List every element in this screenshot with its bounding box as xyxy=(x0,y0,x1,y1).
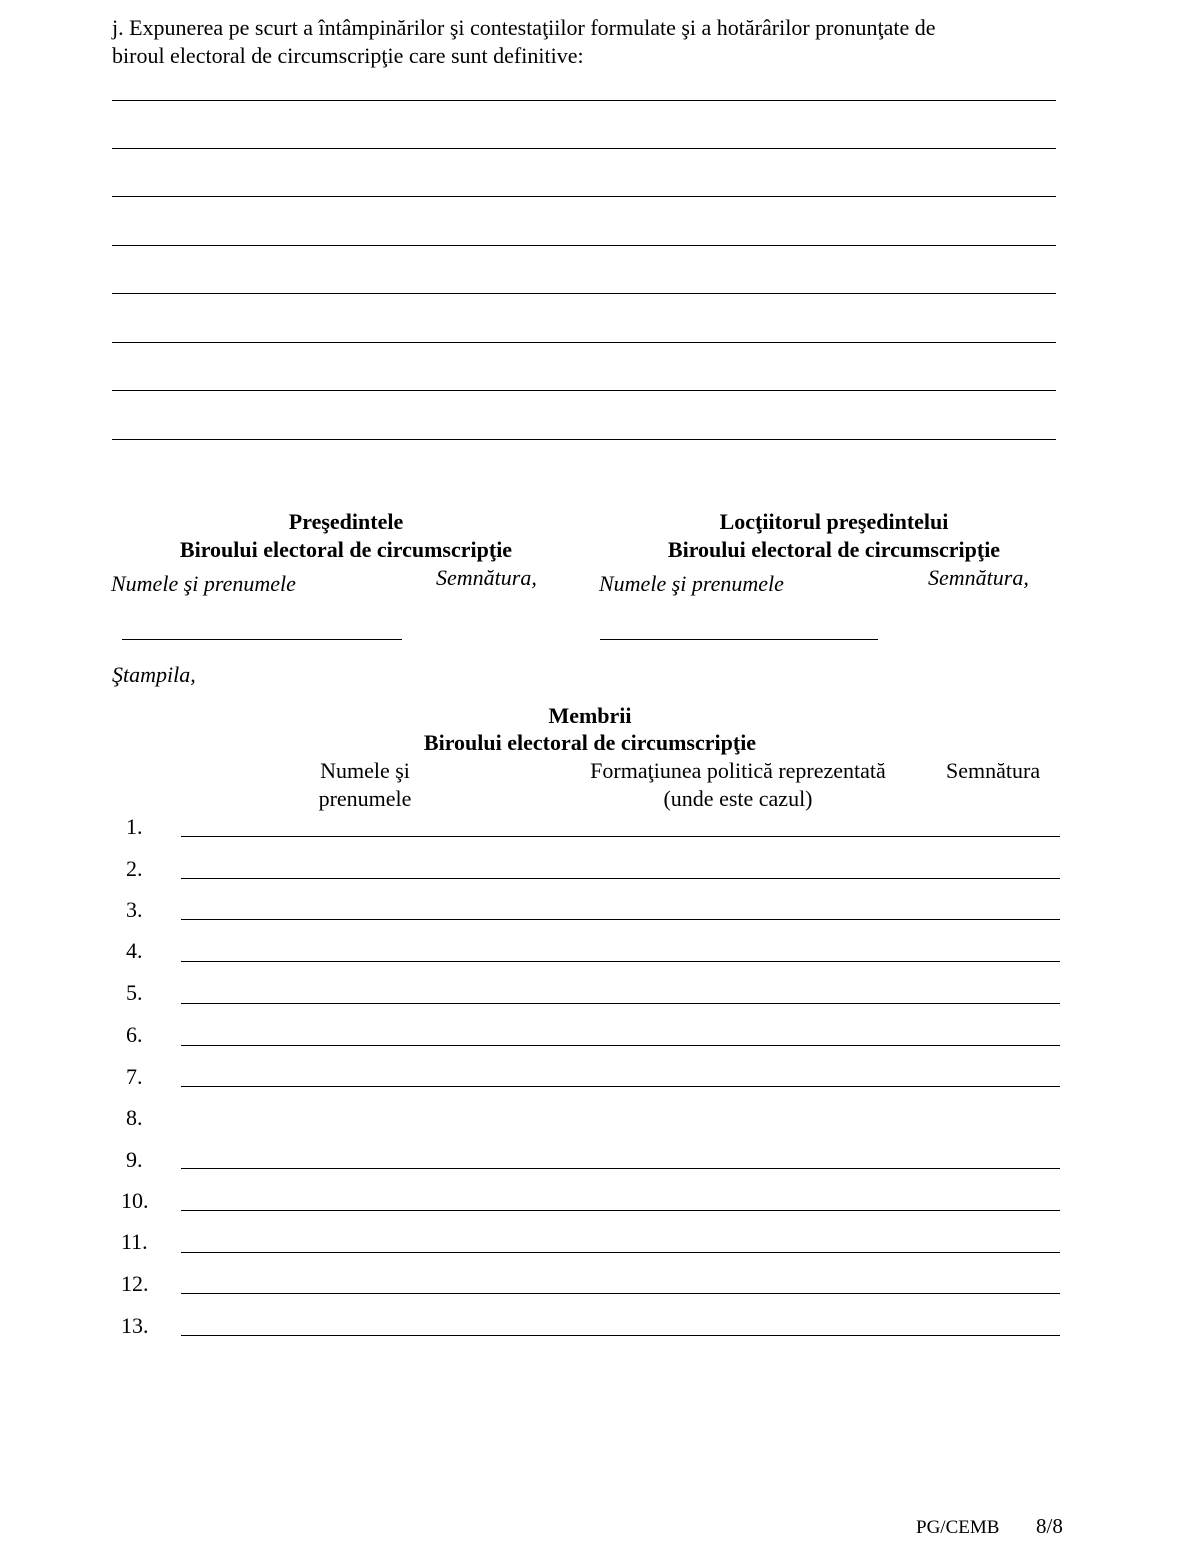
footer-page-number: 8/8 xyxy=(1036,1514,1063,1538)
member-row-number: 2. xyxy=(126,856,143,881)
president-signature-label: Semnătura, xyxy=(436,565,537,590)
member-row-number: 6. xyxy=(126,1022,143,1047)
member-row-number: 12. xyxy=(121,1271,149,1296)
column-header-party-line2: (unde este cazul) xyxy=(663,786,813,811)
writing-line[interactable] xyxy=(112,390,1056,391)
member-row-line[interactable] xyxy=(181,836,1060,837)
member-row-line[interactable] xyxy=(181,1210,1060,1211)
deputy-title: Locţiitorul preşedintelui xyxy=(719,509,949,534)
member-row-line[interactable] xyxy=(181,1003,1060,1004)
president-name-line[interactable] xyxy=(122,639,402,640)
writing-line[interactable] xyxy=(112,196,1056,197)
writing-line[interactable] xyxy=(112,439,1056,440)
stamp-label: Ştampila, xyxy=(112,662,196,687)
member-row-line[interactable] xyxy=(181,1293,1060,1294)
column-header-name-line1: Numele şi xyxy=(320,758,410,783)
member-row-number: 1. xyxy=(126,814,143,839)
member-row-number: 4. xyxy=(126,938,143,963)
member-row-line[interactable] xyxy=(181,878,1060,879)
section-j-line1: j. Expunerea pe scurt a întâmpinărilor şi contestaţiilor formulate şi a hotărârilor pronunţate de xyxy=(112,15,936,40)
writing-line[interactable] xyxy=(112,148,1056,149)
member-row-line[interactable] xyxy=(181,919,1060,920)
deputy-signature-label: Semnătura, xyxy=(928,565,1029,590)
member-row-number: 9. xyxy=(126,1147,143,1172)
deputy-name-line[interactable] xyxy=(600,639,878,640)
member-row-line[interactable] xyxy=(181,1045,1060,1046)
members-title: Membrii xyxy=(548,703,632,728)
writing-line[interactable] xyxy=(112,100,1056,101)
president-subtitle: Biroului electoral de circumscripţie xyxy=(179,537,513,562)
member-row-number: 7. xyxy=(126,1064,143,1089)
member-row-line[interactable] xyxy=(181,1252,1060,1253)
member-row-number: 3. xyxy=(126,897,143,922)
deputy-subtitle: Biroului electoral de circumscripţie xyxy=(667,537,1001,562)
member-row-number: 8. xyxy=(126,1105,143,1130)
member-row-number: 13. xyxy=(121,1313,149,1338)
members-subtitle: Biroului electoral de circumscripţie xyxy=(423,730,757,755)
member-row-number: 5. xyxy=(126,980,143,1005)
member-row-number: 10. xyxy=(121,1188,149,1213)
writing-line[interactable] xyxy=(112,245,1056,246)
member-row-line[interactable] xyxy=(181,961,1060,962)
deputy-name-label: Numele şi prenumele xyxy=(599,571,784,596)
president-title: Preşedintele xyxy=(288,509,404,534)
member-row-number: 11. xyxy=(121,1229,148,1254)
column-header-party-line1: Formaţiunea politică reprezentată xyxy=(590,758,886,783)
writing-line[interactable] xyxy=(112,342,1056,343)
footer-document-code: PG/CEMB xyxy=(916,1517,1000,1538)
column-header-name-line2: prenumele xyxy=(318,786,412,811)
column-header-signature: Semnătura xyxy=(946,758,1041,783)
section-j-line2: biroul electoral de circumscripţie care sunt definitive: xyxy=(112,43,584,68)
member-row-line[interactable] xyxy=(181,1335,1060,1336)
writing-line[interactable] xyxy=(112,293,1056,294)
president-name-label: Numele şi prenumele xyxy=(111,571,296,596)
member-row-line[interactable] xyxy=(181,1086,1060,1087)
member-row-line[interactable] xyxy=(181,1168,1060,1169)
